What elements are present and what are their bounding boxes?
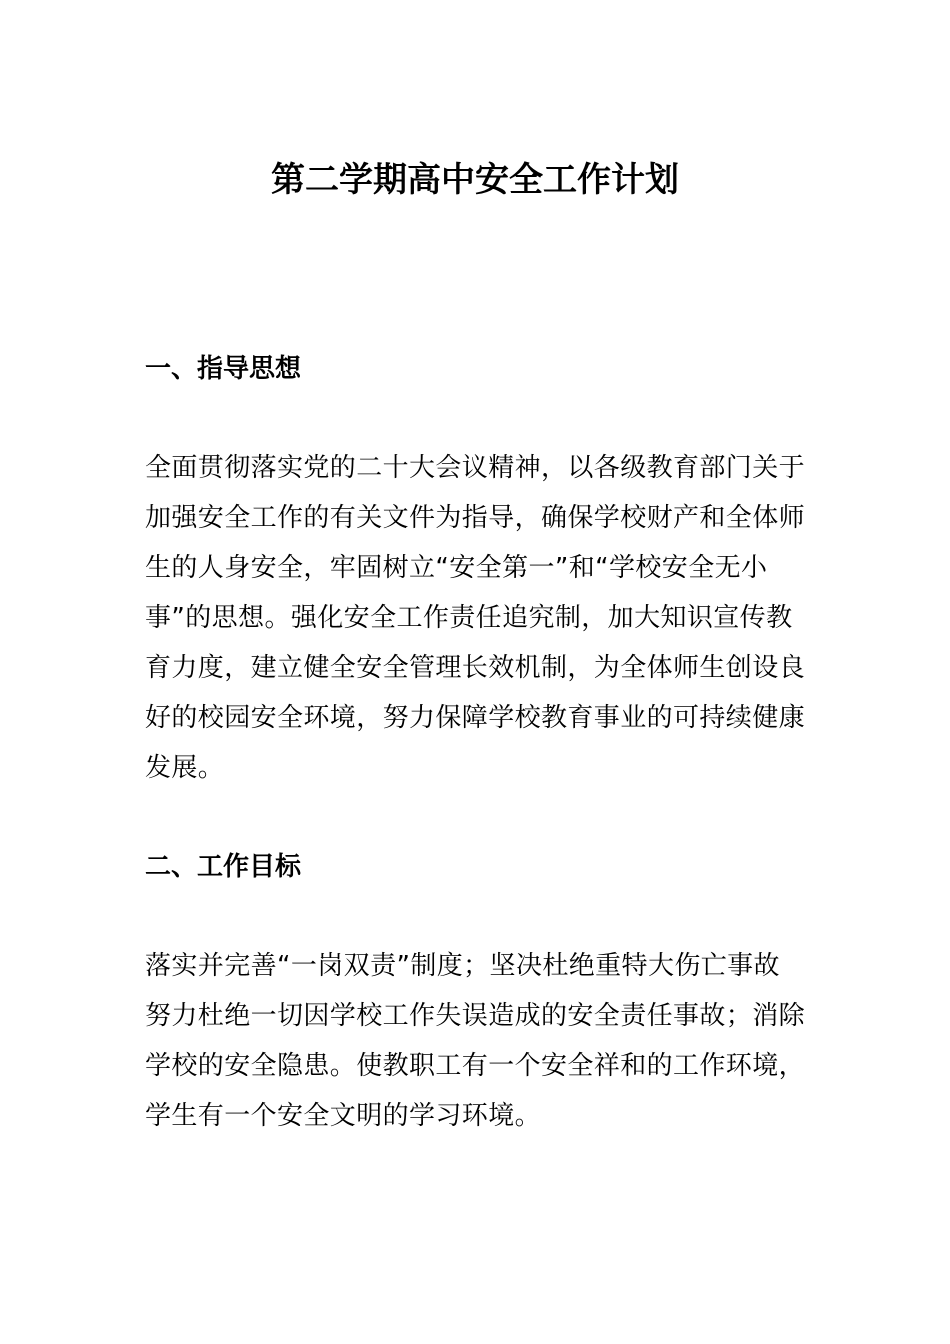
paragraph-line: 学校的安全隐患。使教职工有一个安全祥和的工作环境， xyxy=(145,1051,806,1081)
paragraph-line: 事”的思想。强化安全工作责任追究制，加大知识宣传教 xyxy=(145,603,793,633)
paragraph-line: 加强安全工作的有关文件为指导，确保学校财产和全体师 xyxy=(145,503,806,533)
paragraph-line: 学生有一个安全文明的学习环境。 xyxy=(145,1101,542,1131)
paragraph-line: 育力度，建立健全安全管理长效机制，为全体师生创设良 xyxy=(145,653,806,683)
paragraph-line: 生的人身安全，牢固树立“安全第一”和“学校安全无小 xyxy=(145,553,768,583)
paragraph-line: 落实并完善“一岗双责”制度；坚决杜绝重特大伤亡事故 xyxy=(145,951,780,981)
section-heading-work-goals: 二、工作目标 xyxy=(145,852,302,882)
paragraph-line: 努力杜绝一切因学校工作失误造成的安全责任事故；消除 xyxy=(145,1001,806,1031)
document-title: 第二学期高中安全工作计划 xyxy=(271,160,679,200)
paragraph-line: 全面贯彻落实党的二十大会议精神，以各级教育部门关于 xyxy=(145,453,806,483)
section-body-work-goals xyxy=(145,941,825,1141)
paragraph-line: 发展。 xyxy=(145,753,225,783)
paragraph-line: 好的校园安全环境，努力保障学校教育事业的可持续健康 xyxy=(145,703,806,733)
section-heading-guiding-ideology: 一、指导思想 xyxy=(145,354,302,384)
section-body-guiding-ideology xyxy=(145,443,825,793)
